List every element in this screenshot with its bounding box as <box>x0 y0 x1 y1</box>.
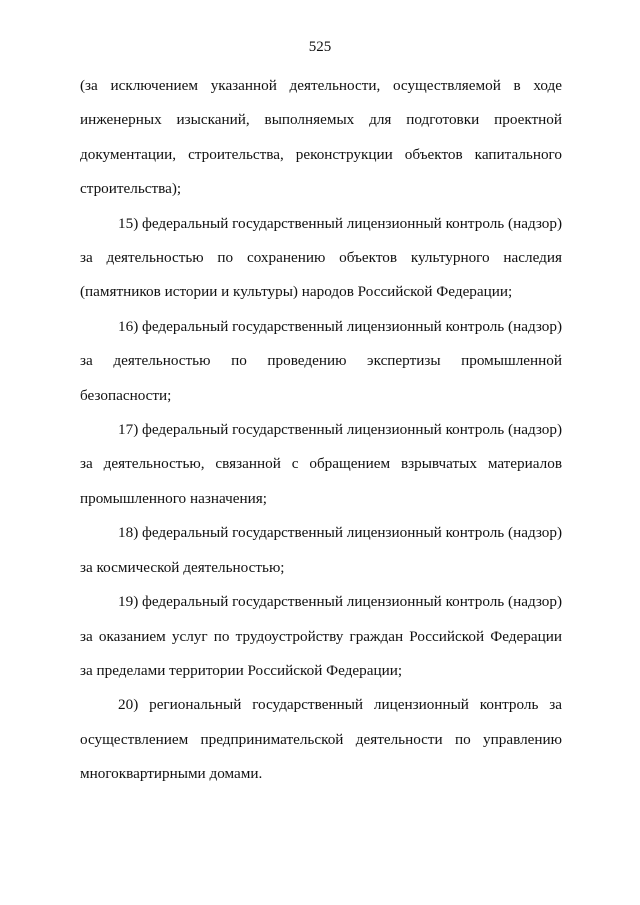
paragraph-item-15: 15) федеральный государственный лицензионный контроль (надзор) за деятельностью по сохранению объектов культурного наследия (памятников истории и культуры) народов Российской Федерации; <box>80 214 563 301</box>
paragraph-item-18: 18) федеральный государственный лицензионный контроль (надзор) за космической деятельностью; <box>80 524 563 576</box>
paragraph-item-20: 20) региональный государственный лицензионный контроль за осуществлением предпринимательской деятельности по управлению многоквартирными домами. <box>80 696 562 783</box>
paragraph-item-16: 16) федеральный государственный лицензионный контроль (надзор) за деятельностью по проведению экспертизы промышленной безопасности; <box>80 317 563 404</box>
page-number: 525 <box>308 39 332 55</box>
document-body <box>80 69 562 792</box>
paragraph-continuation: (за исключением указанной деятельности, осуществляемой в ходе инженерных изысканий, выполняемых для подготовки проектной документации, строительства, реконструкции объектов капитального строительства); <box>80 77 562 198</box>
paragraph-item-17: 17) федеральный государственный лицензионный контроль (надзор) за деятельностью, связанной с обращением взрывчатых материалов промышленного назначения; <box>80 421 563 507</box>
paragraph-item-19: 19) федеральный государственный лицензионный контроль (надзор) за оказанием услуг по трудоустройству граждан Российской Федерации за пределами территории Российской Федерации; <box>80 593 563 679</box>
